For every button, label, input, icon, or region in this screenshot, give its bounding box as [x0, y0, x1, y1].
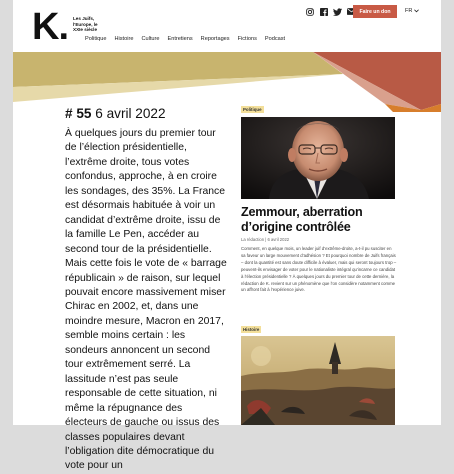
article-title[interactable]: Zemmour, aberration d’origine contrôlée	[241, 205, 363, 234]
nav-politique[interactable]: Politique	[85, 36, 107, 42]
article-meta: La rédaction | 6 avril 2022	[241, 237, 290, 242]
article-excerpt: Comment, en quelque mois, un leader juif d’extrême-droite, a-t-il pu susciter en sa faveur un large mouvement d’adhésion ? Et pourquoi nombre de Juifs français – dont la quantité est sans doute difficile à évaluer, mais qui seront toujours trop – peuvent-ils envisager de voter pour le nationaliste intégral qu’incarne ce candidat à l’élection présidentielle ? À quelques jours du premier tour de cette dernière, la rédaction de K. revient sur un phénomène que l’on considère notamment comme un affront fait à l’expérience juive.	[241, 246, 397, 293]
language-selector[interactable]	[405, 8, 419, 14]
twitter-icon[interactable]	[333, 7, 342, 16]
article-image-zemmour[interactable]	[241, 117, 395, 199]
category-tag-politique[interactable]: Politique	[243, 107, 262, 112]
instagram-icon[interactable]	[305, 7, 314, 16]
issue-date: 6 avril 2022	[95, 106, 166, 121]
main-nav	[85, 36, 285, 42]
donate-button[interactable]: Faire un don	[353, 5, 397, 18]
nav-fictions[interactable]: Fictions	[237, 36, 257, 42]
language-label: FR	[405, 8, 413, 14]
nav-entretiens[interactable]: Entretiens	[167, 36, 193, 42]
chevron-down-icon	[414, 9, 419, 13]
decorative-band	[13, 52, 441, 112]
issue-number: # 55	[65, 106, 92, 121]
editorial-text: À quelques jours du premier tour de l’élection présidentielle, l’extrême droite, tous votes confondus, approche, à en croire les sondages, des 35%. La France est désormais habituée à voir un candidat d’extrême droite, issu de la famille Le Pen, accéder au second tour de la présidentielle. Mais cette fois le vote de « barrage républicain » de raison, sur lequel pouvait encore massivement miser Chirac en 2002, et, dans une moindre mesure, Macron en 2017, semble moins certain : les sondeurs annoncent un second tour extrêmement serré. La lassitude n’est pas seule responsable de cette situation, ni même la répugnance des électeurs de gauche ou issus des classes populaires devant l’obligation dite démocratique du vote pour un	[65, 128, 227, 472]
article-image-histoire[interactable]	[241, 336, 395, 425]
facebook-icon[interactable]	[319, 7, 328, 16]
nav-podcast[interactable]: Podcast	[264, 36, 286, 42]
nav-histoire[interactable]: Histoire	[114, 36, 134, 42]
issue-heading	[65, 106, 166, 121]
logo-tagline: Les Juifs, l'Europe, le XXIe siècle	[73, 16, 98, 33]
page	[13, 0, 441, 472]
nav-culture[interactable]: Culture	[141, 36, 160, 42]
category-tag-histoire[interactable]: Histoire	[243, 327, 260, 332]
logo-letter: K.	[32, 6, 68, 48]
nav-reportages[interactable]: Reportages	[200, 36, 230, 42]
